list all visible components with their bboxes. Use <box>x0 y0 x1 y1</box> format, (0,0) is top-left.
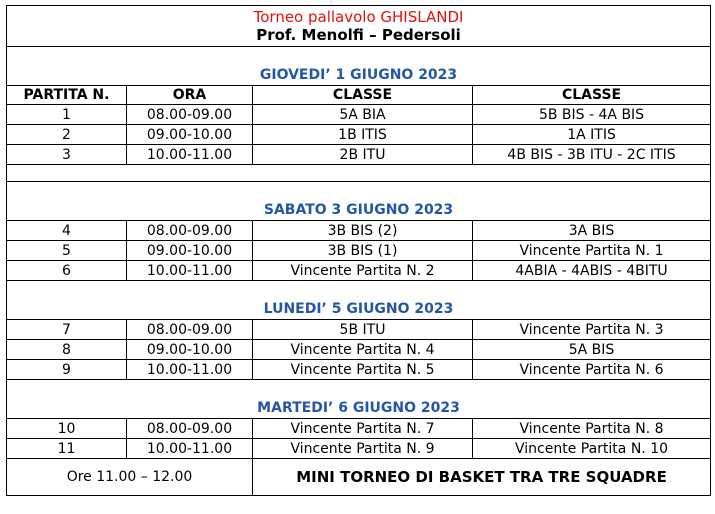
match-class-1: Vincente Partita N. 5 <box>253 360 473 380</box>
match-class-2: Vincente Partita N. 8 <box>473 419 711 439</box>
footer-row <box>7 459 711 496</box>
match-class-2: Vincente Partita N. 3 <box>473 320 711 340</box>
match-time: 08.00-09.00 <box>127 105 253 125</box>
match-number: 4 <box>7 221 127 241</box>
match-row <box>7 439 711 459</box>
match-class-2: 3A BIS <box>473 221 711 241</box>
match-time: 10.00-11.00 <box>127 439 253 459</box>
mini-tournament-label: MINI TORNEO DI BASKET TRA TRE SQUADRE <box>253 459 711 496</box>
title-block <box>7 6 711 47</box>
match-row <box>7 261 711 281</box>
match-time: 08.00-09.00 <box>127 221 253 241</box>
match-class-1: Vincente Partita N. 4 <box>253 340 473 360</box>
match-class-2: Vincente Partita N. 10 <box>473 439 711 459</box>
match-row <box>7 241 711 261</box>
match-number: 8 <box>7 340 127 360</box>
day-header: MARTEDI’ 6 GIUGNO 2023 <box>7 380 711 419</box>
day-header: LUNEDI’ 5 GIUGNO 2023 <box>7 281 711 320</box>
match-time: 09.00-10.00 <box>127 340 253 360</box>
match-class-1: 5B ITU <box>253 320 473 340</box>
match-time: 10.00-11.00 <box>127 360 253 380</box>
match-class-1: Vincente Partita N. 9 <box>253 439 473 459</box>
header-classe-2: CLASSE <box>473 86 711 105</box>
match-class-2: 5A BIS <box>473 340 711 360</box>
day-header: SABATO 3 GIUGNO 2023 <box>7 182 711 221</box>
match-class-1: 2B ITU <box>253 145 473 165</box>
match-time: 08.00-09.00 <box>127 419 253 439</box>
match-time: 09.00-10.00 <box>127 241 253 261</box>
match-class-2: Vincente Partita N. 1 <box>473 241 711 261</box>
header-ora: ORA <box>127 86 253 105</box>
day-header: GIOVEDI’ 1 GIUGNO 2023 <box>7 47 711 86</box>
match-number: 1 <box>7 105 127 125</box>
match-row <box>7 419 711 439</box>
match-number: 10 <box>7 419 127 439</box>
match-class-1: Vincente Partita N. 2 <box>253 261 473 281</box>
match-class-1: 3B BIS (2) <box>253 221 473 241</box>
match-time: 10.00-11.00 <box>127 261 253 281</box>
match-number: 2 <box>7 125 127 145</box>
tournament-title: Torneo pallavolo GHISLANDI <box>253 8 464 26</box>
teachers-subtitle: Prof. Menolfi – Pedersoli <box>256 26 461 44</box>
match-number: 11 <box>7 439 127 459</box>
match-class-2: 4B BIS - 3B ITU - 2C ITIS <box>473 145 711 165</box>
match-row <box>7 221 711 241</box>
spacer-row <box>7 165 711 182</box>
schedule-table <box>6 5 711 496</box>
match-class-2: Vincente Partita N. 6 <box>473 360 711 380</box>
match-class-2: 1A ITIS <box>473 125 711 145</box>
column-headers <box>7 86 711 105</box>
match-class-1: 3B BIS (1) <box>253 241 473 261</box>
match-time: 10.00-11.00 <box>127 145 253 165</box>
match-row <box>7 145 711 165</box>
match-number: 7 <box>7 320 127 340</box>
match-class-1: 1B ITIS <box>253 125 473 145</box>
match-row <box>7 320 711 340</box>
match-number: 5 <box>7 241 127 261</box>
match-row <box>7 360 711 380</box>
match-class-2: 5B BIS - 4A BIS <box>473 105 711 125</box>
match-number: 3 <box>7 145 127 165</box>
match-row <box>7 105 711 125</box>
mini-tournament-time: Ore 11.00 – 12.00 <box>7 459 253 496</box>
header-partita: PARTITA N. <box>7 86 127 105</box>
match-class-2: 4ABIA - 4ABIS - 4BITU <box>473 261 711 281</box>
match-class-1: Vincente Partita N. 7 <box>253 419 473 439</box>
match-time: 09.00-10.00 <box>127 125 253 145</box>
match-class-1: 5A BIA <box>253 105 473 125</box>
match-row <box>7 340 711 360</box>
match-number: 9 <box>7 360 127 380</box>
match-number: 6 <box>7 261 127 281</box>
match-row <box>7 125 711 145</box>
header-classe-1: CLASSE <box>253 86 473 105</box>
match-time: 08.00-09.00 <box>127 320 253 340</box>
